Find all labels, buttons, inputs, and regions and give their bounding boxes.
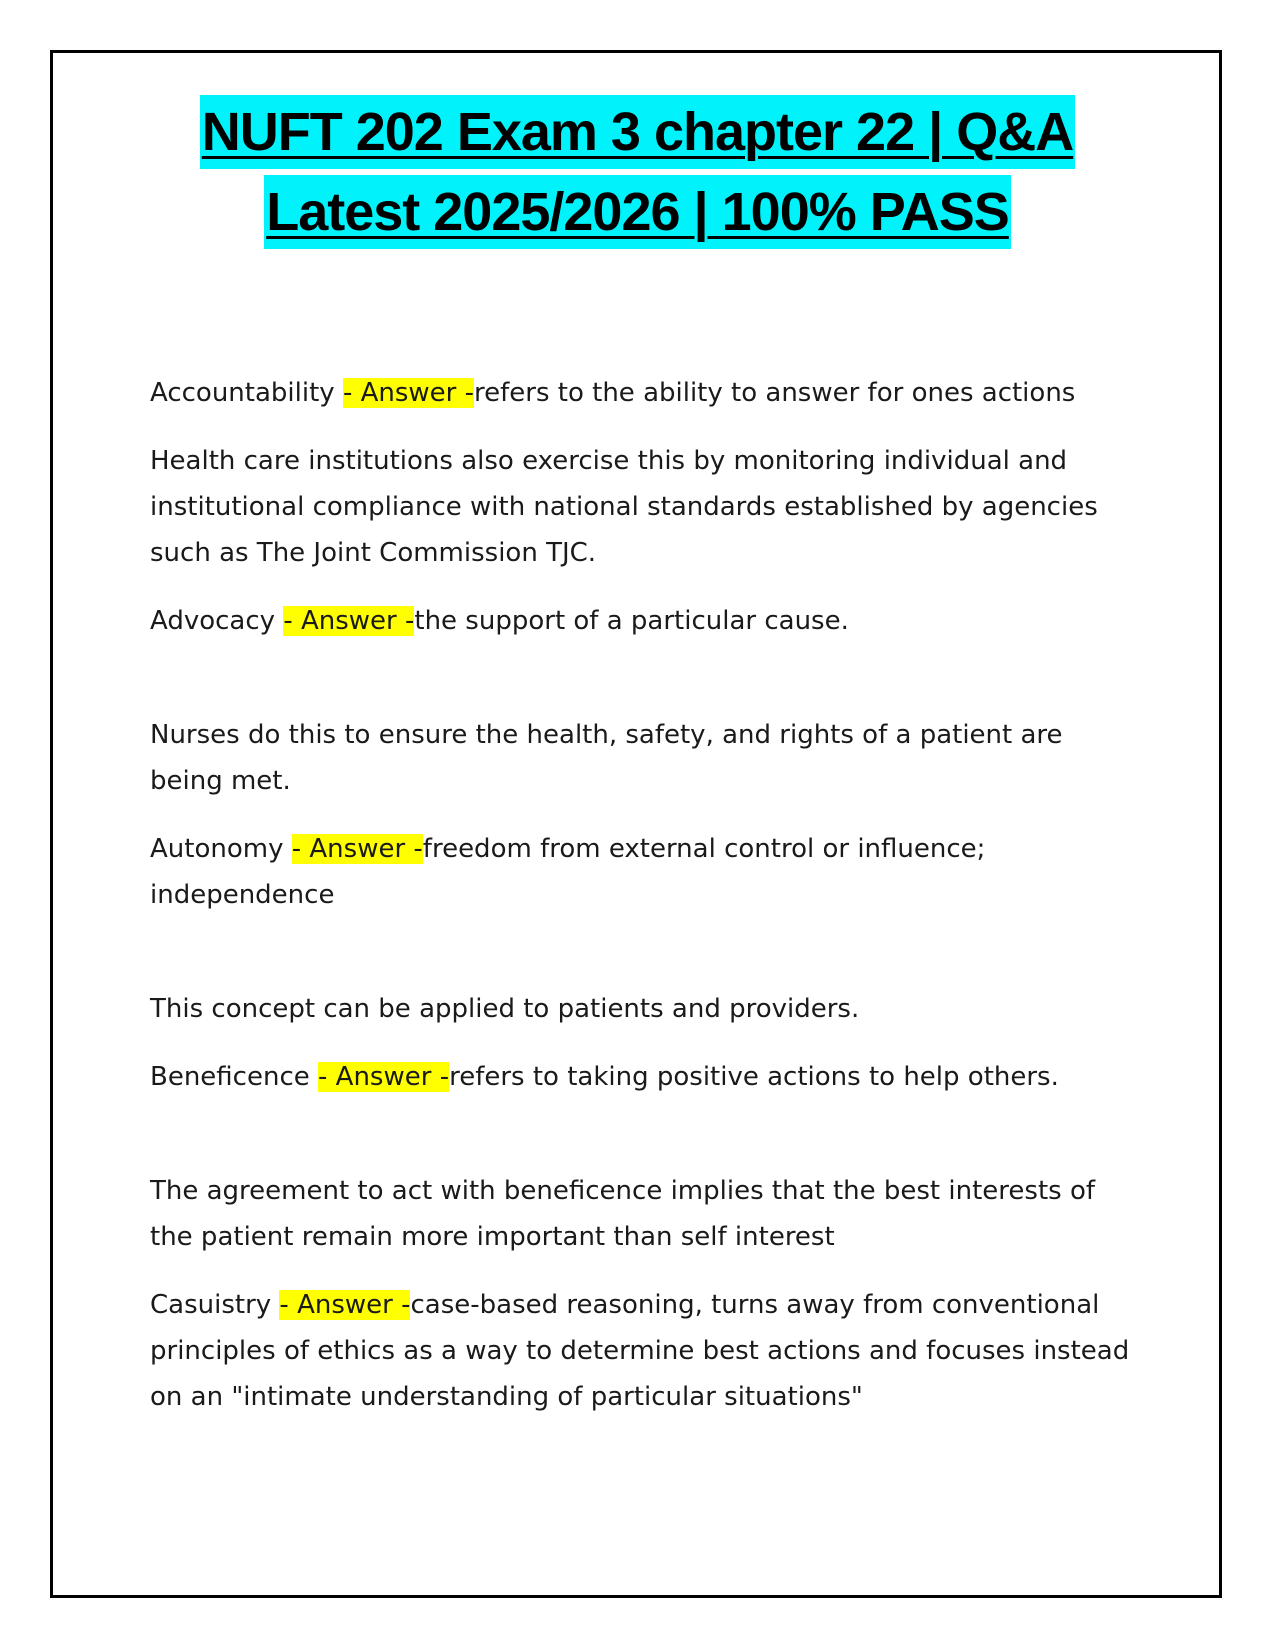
document-title [0, 95, 1275, 249]
term: Casuistry [150, 1290, 280, 1320]
qa-entry-accountability [150, 370, 1130, 416]
qa-note: Health care institutions also exercise this by monitoring individual and institutional compliance with national standards established by agencies such as The Joint Commission TJC. [150, 446, 1098, 568]
qa-entry-beneficence [150, 1054, 1130, 1100]
term: Advocacy [150, 606, 284, 636]
answer-marker: - Answer - [283, 606, 415, 636]
qa-entry-autonomy [150, 826, 1130, 918]
term: Accountability [150, 378, 343, 408]
qa-note: This concept can be applied to patients and providers. [150, 994, 860, 1024]
qa-note: Nurses do this to ensure the health, safety, and rights of a patient are being met. [150, 720, 1063, 796]
answer-marker: - Answer - [342, 378, 474, 408]
qa-entry-casuistry [150, 1282, 1130, 1420]
answer-marker: - Answer - [291, 834, 423, 864]
title-line-2: Latest 2025/2026 | 100% PASS [264, 175, 1011, 249]
qa-content [150, 370, 1130, 1420]
definition: refers to taking positive actions to help others. [449, 1062, 1059, 1092]
qa-note: The agreement to act with beneficence implies that the best interests of the patient remain more important than self interest [150, 1176, 1096, 1252]
answer-marker: - Answer - [279, 1290, 411, 1320]
definition: case-based reasoning, turns away from conventional principles of ethics as a way to determine best actions and focuses instead on an "intimate understanding of particular situations" [150, 1290, 1130, 1412]
term: Beneficence [150, 1062, 319, 1092]
qa-entry-advocacy [150, 598, 1130, 644]
answer-marker: - Answer - [318, 1062, 450, 1092]
definition: freedom from external control or influence; independence [150, 834, 986, 910]
definition: the support of a particular cause. [414, 606, 849, 636]
title-line-1: NUFT 202 Exam 3 chapter 22 | Q&A [200, 95, 1075, 169]
definition: refers to the ability to answer for ones actions [474, 378, 1076, 408]
term: Autonomy [150, 834, 292, 864]
